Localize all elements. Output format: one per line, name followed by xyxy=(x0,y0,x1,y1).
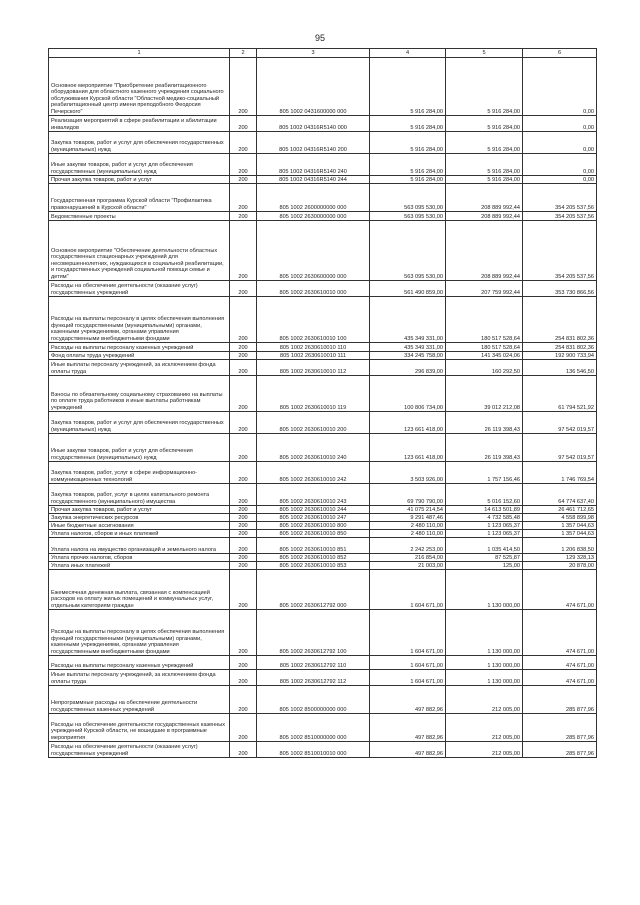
chapter-code-cell: 200 xyxy=(230,656,257,670)
budget-code-cell: 805 1002 2630612792 100 xyxy=(257,610,370,656)
planned-amount-cell: 561 490 859,00 xyxy=(370,281,446,297)
row-name-cell: Прочая закупка товаров, работ и услуг xyxy=(49,176,230,184)
planned-amount-cell: 41 075 214,54 xyxy=(370,506,446,514)
table-row xyxy=(49,434,597,462)
chapter-code-cell: 200 xyxy=(230,154,257,176)
executed-amount-cell: 207 759 992,44 xyxy=(446,281,523,297)
executed-amount-cell: 1 130 000,00 xyxy=(446,670,523,686)
planned-amount-cell: 435 349 331,00 xyxy=(370,343,446,352)
table-row xyxy=(49,656,597,670)
row-name-cell: Расходы на обеспечение деятельности государственных казенных учреждений Курской области, не вошедшие в программные мероприятия xyxy=(49,714,230,742)
row-name-cell: Иные бюджетные ассигнования xyxy=(49,522,230,530)
table-row xyxy=(49,538,597,554)
remaining-amount-cell: 474 671,00 xyxy=(523,570,597,610)
row-name-cell: Закупка товаров, работ и услуг для обеспечения государственных (муниципальных) нужд xyxy=(49,412,230,434)
remaining-amount-cell: 1 357 044,63 xyxy=(523,530,597,538)
budget-code-cell: 805 1002 2630610010 852 xyxy=(257,554,370,562)
budget-code-cell: 805 1002 2630610010 112 xyxy=(257,360,370,376)
planned-amount-cell: 123 661 418,00 xyxy=(370,434,446,462)
executed-amount-cell: 212 005,00 xyxy=(446,742,523,758)
row-name-cell: Уплата налогов, сборов и иных платежей xyxy=(49,530,230,538)
table-row xyxy=(49,462,597,484)
executed-amount-cell: 1 757 156,46 xyxy=(446,462,523,484)
remaining-amount-cell: 0,00 xyxy=(523,176,597,184)
table-row xyxy=(49,343,597,352)
budget-code-cell: 805 1002 2630610010 853 xyxy=(257,562,370,570)
table-row xyxy=(49,570,597,610)
budget-code-cell: 805 1002 8510010010 000 xyxy=(257,742,370,758)
planned-amount-cell: 9 291 487,46 xyxy=(370,514,446,522)
planned-amount-cell: 563 095 530,00 xyxy=(370,212,446,221)
budget-code-cell: 805 1002 04316R5140 244 xyxy=(257,176,370,184)
table-header-row xyxy=(49,49,597,58)
remaining-amount-cell: 26 461 712,65 xyxy=(523,506,597,514)
remaining-amount-cell: 1 746 769,54 xyxy=(523,462,597,484)
executed-amount-cell: 5 916 284,00 xyxy=(446,116,523,132)
table-row xyxy=(49,562,597,570)
chapter-code-cell: 200 xyxy=(230,554,257,562)
executed-amount-cell: 141 345 024,06 xyxy=(446,352,523,360)
table-row xyxy=(49,412,597,434)
budget-code-cell: 805 1002 8510000000 000 xyxy=(257,714,370,742)
executed-amount-cell: 180 517 528,64 xyxy=(446,343,523,352)
planned-amount-cell: 1 604 671,00 xyxy=(370,670,446,686)
row-name-cell: Основное мероприятие "Приобретение реабилитационного оборудования для областного казенного учреждения социального обслуживания Курской области "Областной медико-социальный реабилитационный центр имени преподобного Феодосия Печерского" xyxy=(49,58,230,116)
executed-amount-cell: 208 889 992,44 xyxy=(446,221,523,281)
budget-code-cell: 805 1002 2630610010 111 xyxy=(257,352,370,360)
remaining-amount-cell: 129 328,13 xyxy=(523,554,597,562)
row-name-cell: Расходы на выплаты персоналу казенных учреждений xyxy=(49,343,230,352)
budget-code-cell: 805 1002 2630610010 243 xyxy=(257,484,370,506)
budget-code-cell: 805 1002 2630610010 119 xyxy=(257,376,370,412)
row-name-cell: Иные закупки товаров, работ и услуг для обеспечения государственных (муниципальных) нужд xyxy=(49,434,230,462)
budget-code-cell: 805 1002 2600000000 000 xyxy=(257,184,370,212)
table-row xyxy=(49,506,597,514)
table-row xyxy=(49,610,597,656)
remaining-amount-cell: 0,00 xyxy=(523,154,597,176)
remaining-amount-cell: 474 671,00 xyxy=(523,610,597,656)
executed-amount-cell: 1 123 065,37 xyxy=(446,530,523,538)
budget-code-cell: 805 1002 2630610010 850 xyxy=(257,530,370,538)
row-name-cell: Иные выплаты персоналу учреждений, за исключением фонда оплаты труда xyxy=(49,360,230,376)
chapter-code-cell: 200 xyxy=(230,58,257,116)
row-name-cell: Ежемесячная денежная выплата, связанная с компенсацией расходов на оплату жилых помещений и коммунальных услуг, отдельным категориям граждан xyxy=(49,570,230,610)
row-name-cell: Непрограммные расходы на обеспечение деятельности государственных казенных учреждений xyxy=(49,686,230,714)
remaining-amount-cell: 474 671,00 xyxy=(523,670,597,686)
chapter-code-cell: 200 xyxy=(230,281,257,297)
row-name-cell: Иные закупки товаров, работ и услуг для обеспечения государственных (муниципальных) нужд xyxy=(49,154,230,176)
planned-amount-cell: 435 349 331,00 xyxy=(370,297,446,343)
planned-amount-cell: 1 604 671,00 xyxy=(370,656,446,670)
budget-code-cell: 805 1002 2630600000 000 xyxy=(257,221,370,281)
row-name-cell: Иные выплаты персоналу учреждений, за исключением фонда оплаты труда xyxy=(49,670,230,686)
executed-amount-cell: 212 005,00 xyxy=(446,686,523,714)
planned-amount-cell: 21 003,00 xyxy=(370,562,446,570)
executed-amount-cell: 1 035 414,50 xyxy=(446,538,523,554)
chapter-code-cell: 200 xyxy=(230,116,257,132)
chapter-code-cell: 200 xyxy=(230,343,257,352)
remaining-amount-cell: 64 774 637,40 xyxy=(523,484,597,506)
table-row xyxy=(49,221,597,281)
chapter-code-cell: 200 xyxy=(230,462,257,484)
budget-code-cell: 805 1002 8500000000 000 xyxy=(257,686,370,714)
planned-amount-cell: 497 882,96 xyxy=(370,714,446,742)
table-row xyxy=(49,670,597,686)
remaining-amount-cell: 285 877,96 xyxy=(523,686,597,714)
executed-amount-cell: 5 916 284,00 xyxy=(446,132,523,154)
remaining-amount-cell: 0,00 xyxy=(523,132,597,154)
chapter-code-cell: 200 xyxy=(230,530,257,538)
executed-amount-cell: 5 916 284,00 xyxy=(446,58,523,116)
remaining-amount-cell: 97 542 019,57 xyxy=(523,412,597,434)
budget-code-cell: 805 1002 04316R5140 000 xyxy=(257,116,370,132)
budget-code-cell: 805 1002 0431600000 000 xyxy=(257,58,370,116)
row-name-cell: Взносы по обязательному социальному страхованию на выплаты по оплате труда работников и иные выплаты работникам учреждений xyxy=(49,376,230,412)
remaining-amount-cell: 354 205 537,56 xyxy=(523,212,597,221)
executed-amount-cell: 1 130 000,00 xyxy=(446,656,523,670)
chapter-code-cell: 200 xyxy=(230,714,257,742)
budget-code-cell: 805 1002 2630610010 242 xyxy=(257,462,370,484)
remaining-amount-cell: 354 205 537,56 xyxy=(523,221,597,281)
executed-amount-cell: 5 916 284,00 xyxy=(446,176,523,184)
chapter-code-cell: 200 xyxy=(230,376,257,412)
chapter-code-cell: 200 xyxy=(230,562,257,570)
chapter-code-cell: 200 xyxy=(230,132,257,154)
remaining-amount-cell: 285 877,96 xyxy=(523,714,597,742)
remaining-amount-cell: 353 730 866,56 xyxy=(523,281,597,297)
table-row xyxy=(49,132,597,154)
chapter-code-cell: 200 xyxy=(230,506,257,514)
table-row xyxy=(49,184,597,212)
column-header: 5 xyxy=(446,49,523,58)
chapter-code-cell: 200 xyxy=(230,484,257,506)
column-header: 4 xyxy=(370,49,446,58)
row-name-cell: Расходы на выплаты персоналу в целях обеспечения выполнения функций государственными (муниципальными) органами, казенными учреждениями, органами управления государственными внебюджетными фондами xyxy=(49,610,230,656)
planned-amount-cell: 563 095 530,00 xyxy=(370,184,446,212)
row-name-cell: Закупка товаров, работ, услуг в сфере информационно-коммуникационных технологий xyxy=(49,462,230,484)
row-name-cell: Расходы на обеспечение деятельности (оказание услуг) государственных учреждений xyxy=(49,742,230,758)
planned-amount-cell: 3 503 926,00 xyxy=(370,462,446,484)
budget-code-cell: 805 1002 2630610010 800 xyxy=(257,522,370,530)
remaining-amount-cell: 254 831 802,36 xyxy=(523,297,597,343)
column-header: 6 xyxy=(523,49,597,58)
planned-amount-cell: 216 854,00 xyxy=(370,554,446,562)
remaining-amount-cell: 1 357 044,63 xyxy=(523,522,597,530)
remaining-amount-cell: 285 877,96 xyxy=(523,742,597,758)
executed-amount-cell: 87 525,87 xyxy=(446,554,523,562)
row-name-cell: Реализация мероприятий в сфере реабилитации и абилитации инвалидов xyxy=(49,116,230,132)
executed-amount-cell: 125,00 xyxy=(446,562,523,570)
planned-amount-cell: 2 242 253,00 xyxy=(370,538,446,554)
column-header: 3 xyxy=(257,49,370,58)
budget-table xyxy=(48,48,597,758)
chapter-code-cell: 200 xyxy=(230,742,257,758)
row-name-cell: Закупка товаров, работ и услуг для обеспечения государственных (муниципальных) нужд xyxy=(49,132,230,154)
budget-code-cell: 805 1002 2630610010 851 xyxy=(257,538,370,554)
row-name-cell: Закупка энергетических ресурсов xyxy=(49,514,230,522)
chapter-code-cell: 200 xyxy=(230,212,257,221)
chapter-code-cell: 200 xyxy=(230,221,257,281)
planned-amount-cell: 5 916 284,00 xyxy=(370,132,446,154)
remaining-amount-cell: 254 831 802,36 xyxy=(523,343,597,352)
executed-amount-cell: 1 130 000,00 xyxy=(446,570,523,610)
planned-amount-cell: 123 661 418,00 xyxy=(370,412,446,434)
table-row xyxy=(49,686,597,714)
row-name-cell: Уплата иных платежей xyxy=(49,562,230,570)
planned-amount-cell: 5 916 284,00 xyxy=(370,58,446,116)
table-row xyxy=(49,281,597,297)
executed-amount-cell: 208 889 992,44 xyxy=(446,212,523,221)
chapter-code-cell: 200 xyxy=(230,610,257,656)
budget-code-cell: 805 1002 2630610010 247 xyxy=(257,514,370,522)
table-row xyxy=(49,514,597,522)
remaining-amount-cell: 20 878,00 xyxy=(523,562,597,570)
chapter-code-cell: 200 xyxy=(230,538,257,554)
planned-amount-cell: 100 806 734,00 xyxy=(370,376,446,412)
remaining-amount-cell: 354 205 537,56 xyxy=(523,184,597,212)
planned-amount-cell: 497 882,96 xyxy=(370,742,446,758)
row-name-cell: Расходы на обеспечение деятельности (оказание услуг) государственных учреждений xyxy=(49,281,230,297)
chapter-code-cell: 200 xyxy=(230,184,257,212)
planned-amount-cell: 1 604 671,00 xyxy=(370,610,446,656)
executed-amount-cell: 208 889 992,44 xyxy=(446,184,523,212)
chapter-code-cell: 200 xyxy=(230,297,257,343)
planned-amount-cell: 69 790 790,00 xyxy=(370,484,446,506)
table-row xyxy=(49,58,597,116)
row-name-cell: Уплата налога на имущество организаций и земельного налога xyxy=(49,538,230,554)
remaining-amount-cell: 474 671,00 xyxy=(523,656,597,670)
executed-amount-cell: 160 292,50 xyxy=(446,360,523,376)
budget-code-cell: 805 1002 2630612792 112 xyxy=(257,670,370,686)
page-number: 95 xyxy=(314,33,325,43)
budget-code-cell: 805 1002 2630610010 240 xyxy=(257,434,370,462)
chapter-code-cell: 200 xyxy=(230,434,257,462)
executed-amount-cell: 180 517 528,64 xyxy=(446,297,523,343)
row-name-cell: Прочая закупка товаров, работ и услуг xyxy=(49,506,230,514)
chapter-code-cell: 200 xyxy=(230,522,257,530)
table-row xyxy=(49,530,597,538)
table-row xyxy=(49,554,597,562)
planned-amount-cell: 563 095 530,00 xyxy=(370,221,446,281)
chapter-code-cell: 200 xyxy=(230,686,257,714)
row-name-cell: Уплата прочих налогов, сборов xyxy=(49,554,230,562)
budget-code-cell: 805 1002 2630612792 110 xyxy=(257,656,370,670)
table-row xyxy=(49,352,597,360)
planned-amount-cell: 2 480 110,00 xyxy=(370,522,446,530)
chapter-code-cell: 200 xyxy=(230,412,257,434)
planned-amount-cell: 1 604 671,00 xyxy=(370,570,446,610)
row-name-cell: Закупка товаров, работ, услуг в целях капитального ремонта государственного (муниципального) имущества xyxy=(49,484,230,506)
remaining-amount-cell: 97 542 019,57 xyxy=(523,434,597,462)
row-name-cell: Государственная программа Курской области "Профилактика правонарушений в Курской области" xyxy=(49,184,230,212)
remaining-amount-cell: 4 558 899,98 xyxy=(523,514,597,522)
column-header: 1 xyxy=(49,49,230,58)
table-row xyxy=(49,376,597,412)
row-name-cell: Расходы на выплаты персоналу в целях обеспечения выполнения функций государственными (муниципальными) органами, казенными учреждениями, органами управления государственными внебюджетными фондами xyxy=(49,297,230,343)
remaining-amount-cell: 0,00 xyxy=(523,58,597,116)
planned-amount-cell: 5 916 284,00 xyxy=(370,176,446,184)
executed-amount-cell: 39 012 212,08 xyxy=(446,376,523,412)
executed-amount-cell: 26 119 398,43 xyxy=(446,434,523,462)
chapter-code-cell: 200 xyxy=(230,514,257,522)
remaining-amount-cell: 136 546,50 xyxy=(523,360,597,376)
chapter-code-cell: 200 xyxy=(230,352,257,360)
executed-amount-cell: 1 130 000,00 xyxy=(446,610,523,656)
table-row xyxy=(49,360,597,376)
remaining-amount-cell: 0,00 xyxy=(523,116,597,132)
table-row xyxy=(49,522,597,530)
table-row xyxy=(49,742,597,758)
chapter-code-cell: 200 xyxy=(230,570,257,610)
budget-code-cell: 805 1002 2630000000 000 xyxy=(257,212,370,221)
table-row xyxy=(49,714,597,742)
row-name-cell: Ведомственные проекты xyxy=(49,212,230,221)
row-name-cell: Фонд оплаты труда учреждений xyxy=(49,352,230,360)
budget-code-cell: 805 1002 2630610010 000 xyxy=(257,281,370,297)
chapter-code-cell: 200 xyxy=(230,360,257,376)
remaining-amount-cell: 61 794 521,92 xyxy=(523,376,597,412)
chapter-code-cell: 200 xyxy=(230,670,257,686)
table-row xyxy=(49,212,597,221)
planned-amount-cell: 296 839,00 xyxy=(370,360,446,376)
table-row xyxy=(49,154,597,176)
executed-amount-cell: 212 005,00 xyxy=(446,714,523,742)
executed-amount-cell: 5 916 284,00 xyxy=(446,154,523,176)
budget-code-cell: 805 1002 2630612792 000 xyxy=(257,570,370,610)
executed-amount-cell: 26 119 398,43 xyxy=(446,412,523,434)
budget-code-cell: 805 1002 2630610010 244 xyxy=(257,506,370,514)
planned-amount-cell: 334 245 758,00 xyxy=(370,352,446,360)
executed-amount-cell: 14 613 501,89 xyxy=(446,506,523,514)
planned-amount-cell: 5 916 284,00 xyxy=(370,116,446,132)
budget-code-cell: 805 1002 2630610010 100 xyxy=(257,297,370,343)
table-row xyxy=(49,176,597,184)
table-body xyxy=(49,58,597,758)
row-name-cell: Расходы на выплаты персоналу казенных учреждений xyxy=(49,656,230,670)
budget-code-cell: 805 1002 2630610010 200 xyxy=(257,412,370,434)
table-row xyxy=(49,484,597,506)
planned-amount-cell: 497 882,96 xyxy=(370,686,446,714)
planned-amount-cell: 5 916 284,00 xyxy=(370,154,446,176)
budget-code-cell: 805 1002 04316R5140 200 xyxy=(257,132,370,154)
executed-amount-cell: 4 732 585,48 xyxy=(446,514,523,522)
table-row xyxy=(49,116,597,132)
chapter-code-cell: 200 xyxy=(230,176,257,184)
budget-code-cell: 805 1002 2630610010 110 xyxy=(257,343,370,352)
column-header: 2 xyxy=(230,49,257,58)
executed-amount-cell: 1 123 065,37 xyxy=(446,522,523,530)
row-name-cell: Основное мероприятие "Обеспечение деятельности областных государственных стационарных учреждений для несовершеннолетних, нуждающихся в социальной реабилитации, и государственных учреждений социальной помощи семье и детям" xyxy=(49,221,230,281)
planned-amount-cell: 2 480 110,00 xyxy=(370,530,446,538)
table-row xyxy=(49,297,597,343)
remaining-amount-cell: 1 206 838,50 xyxy=(523,538,597,554)
remaining-amount-cell: 192 900 733,94 xyxy=(523,352,597,360)
budget-code-cell: 805 1002 04316R5140 240 xyxy=(257,154,370,176)
executed-amount-cell: 5 016 152,60 xyxy=(446,484,523,506)
